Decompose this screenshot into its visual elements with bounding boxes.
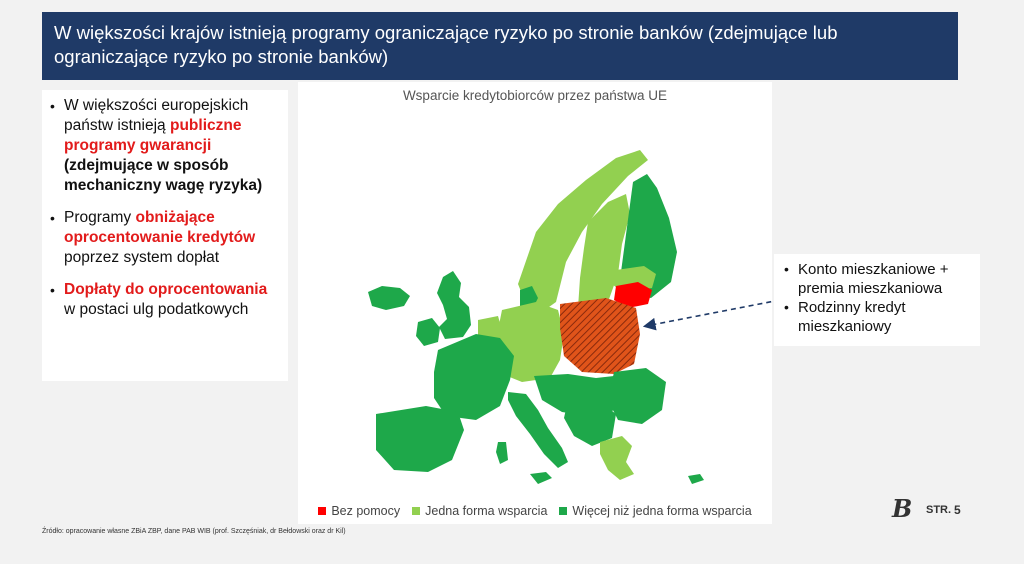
page-number: 5 [954,503,961,517]
map-region-greece [600,436,634,480]
logo-b-icon: B [892,494,913,523]
map-region-uk [437,271,471,339]
legend-label: Bez pomocy [331,504,401,518]
map-region-iberia [376,406,464,472]
source-note: Źródło: opracowanie własne ZBiA ZBP, dane PAB WIB (prof. Szczęśniak, dr Bełdowski oraz dr Kil) [42,528,346,535]
bullet-text: W większości europejskich państw istnieją [64,97,249,134]
eu-map-panel [298,82,772,524]
bullet-bold-text: (zdejmujące w sposób mechaniczny wagę ryzyka) [64,157,263,194]
poland-programs-callout [774,254,980,346]
slide-title [42,12,958,80]
callout-item: • Rodzinny kredyt mieszkaniowy [784,298,972,336]
callout-item: • Konto mieszkaniowe + premia mieszkaniowa [784,260,972,298]
bullet-text: w postaci ulg podatkowych [64,301,249,318]
legend-swatch-light-green [412,507,420,515]
bullet-guarantee-programs [50,96,280,196]
legend-item-one-form [412,504,547,518]
page-label: STR. [926,504,952,516]
bullet-highlight: Dopłaty do oprocentowania [64,281,268,298]
bullet-tax-relief [50,280,280,320]
legend-swatch-red [318,507,326,515]
map-legend [298,504,772,518]
legend-item-no-help [318,504,400,518]
map-region-france [434,334,514,420]
bullet-text: Programy [64,209,136,226]
legend-item-multiple-forms [559,504,751,518]
legend-swatch-dark-green [559,507,567,515]
map-region-cyprus [688,474,704,484]
map-region-poland [560,298,640,374]
bullet-highlight: publiczne programy gwarancji [64,117,242,154]
bullet-interest-reduction [50,208,280,268]
map-region-romania-bulgaria [608,368,666,424]
slide-title-text: W większości krajów istnieją programy ograniczające ryzyko po stronie banków (zdejmujące lub ograniczające ryzyko po stronie banków) [54,22,838,67]
legend-label: Jedna forma wsparcia [425,504,548,518]
legend-label: Więcej niż jedna forma wsparcia [572,504,752,518]
map-title: Wsparcie kredytobiorców przez państwa UE [402,88,668,103]
left-text-panel [42,90,288,381]
bullet-highlight: obniżające oprocentowanie kredytów [64,209,256,246]
map-region-ireland [416,318,440,346]
bullet-text: poprzez system dopłat [64,249,220,266]
eu-map [298,82,772,524]
map-region-iceland [368,286,410,310]
